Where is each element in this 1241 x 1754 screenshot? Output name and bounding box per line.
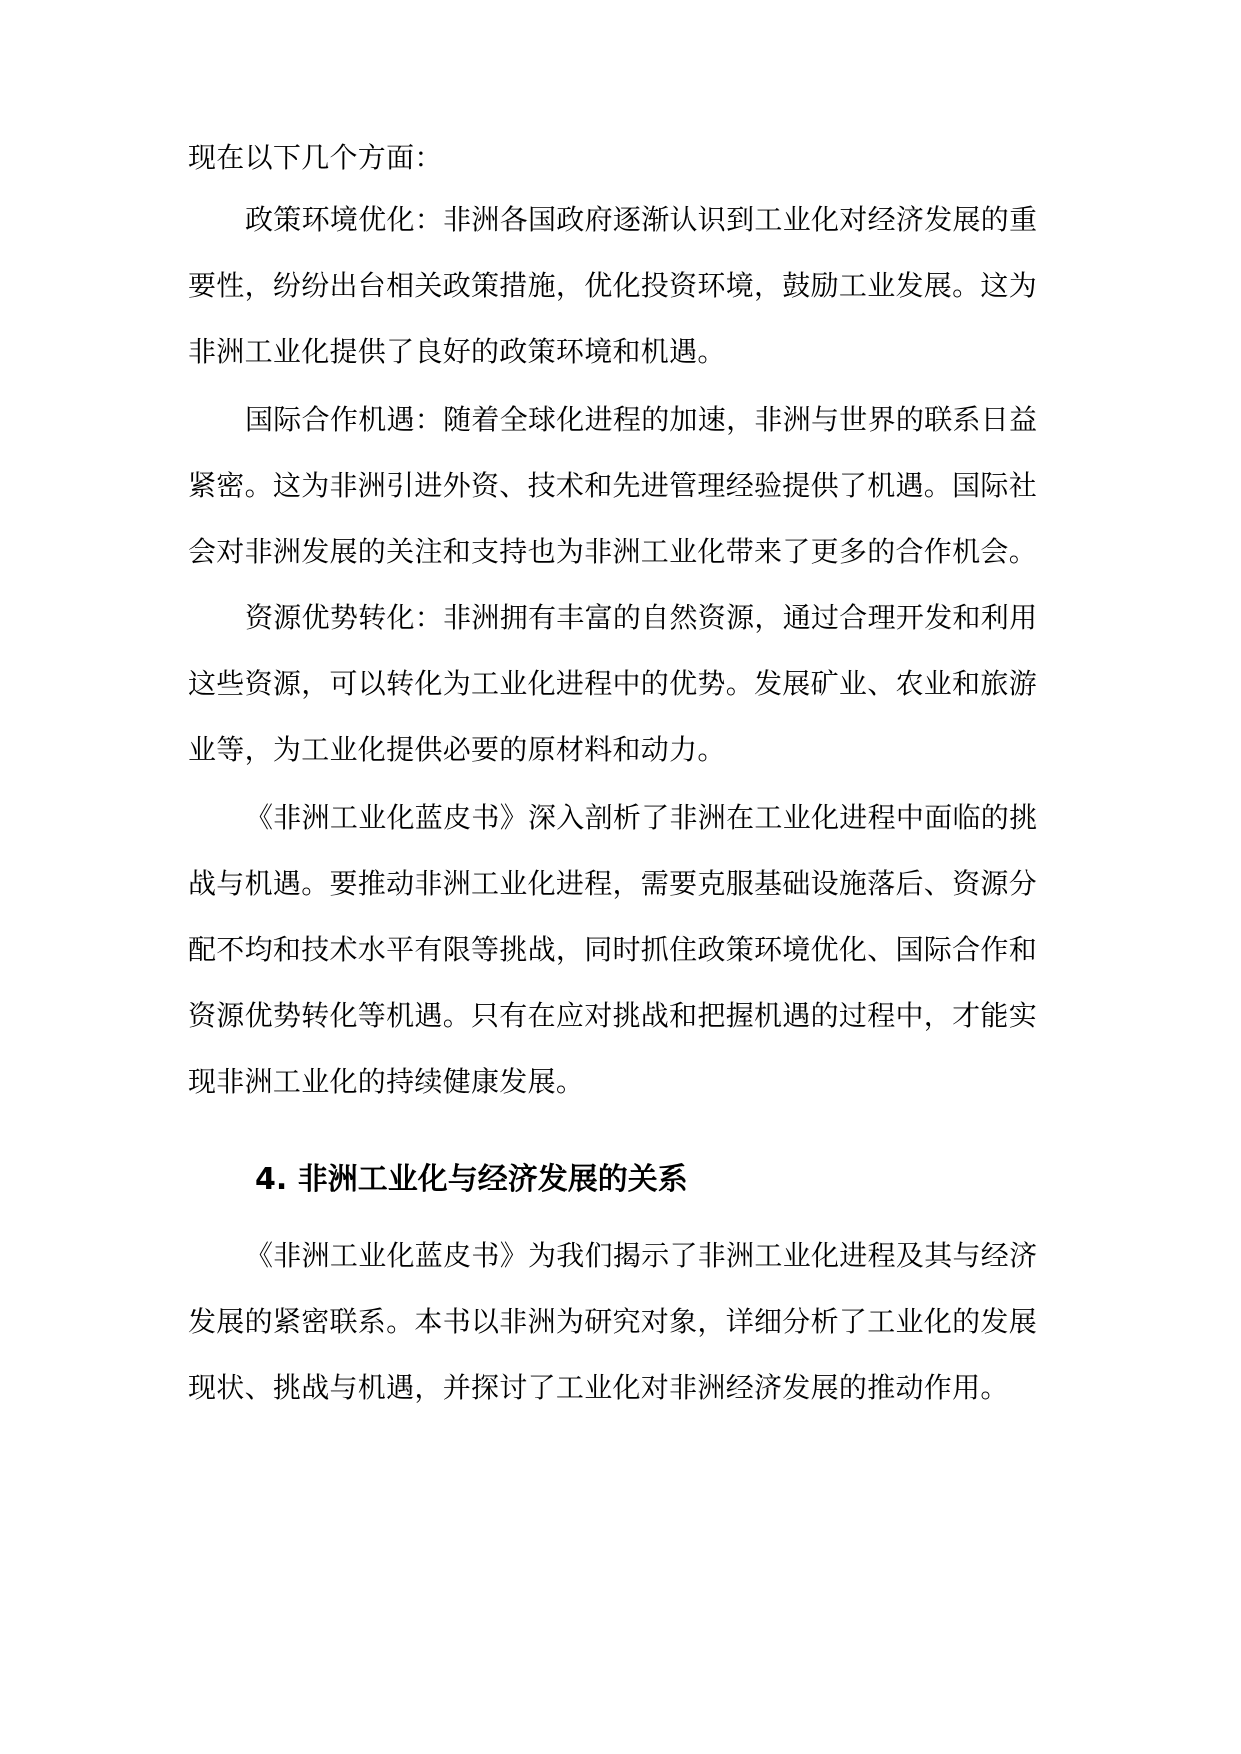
text-line: 紧密。这为非洲引进外资、技术和先进管理经验提供了机遇。国际社 bbox=[188, 469, 1038, 502]
text-line: 国际合作机遇：随着全球化进程的加速，非洲与世界的联系日益 bbox=[245, 403, 1038, 436]
text-line: 会对非洲发展的关注和支持也为非洲工业化带来了更多的合作机会。 bbox=[188, 535, 1038, 568]
text-line: 现在以下几个方面： bbox=[188, 141, 443, 174]
text-line: 配不均和技术水平有限等挑战，同时抓住政策环境优化、国际合作和 bbox=[188, 933, 1038, 966]
text-line: 现非洲工业化的持续健康发展。 bbox=[188, 1065, 585, 1098]
text-line: 《非洲工业化蓝皮书》为我们揭示了非洲工业化进程及其与经济 bbox=[245, 1239, 1038, 1272]
text-line: 业等，为工业化提供必要的原材料和动力。 bbox=[188, 733, 726, 766]
text-line: 要性，纷纷出台相关政策措施，优化投资环境，鼓励工业发展。这为 bbox=[188, 269, 1038, 302]
text-line: 这些资源，可以转化为工业化进程中的优势。发展矿业、农业和旅游 bbox=[188, 667, 1038, 700]
text-line: 资源优势转化等机遇。只有在应对挑战和把握机遇的过程中，才能实 bbox=[188, 999, 1038, 1032]
text-line: 发展的紧密联系。本书以非洲为研究对象，详细分析了工业化的发展 bbox=[188, 1305, 1038, 1338]
text-line: 非洲工业化提供了良好的政策环境和机遇。 bbox=[188, 335, 726, 368]
text-line: 资源优势转化：非洲拥有丰富的自然资源，通过合理开发和利用 bbox=[245, 601, 1038, 634]
section-heading: 4. 非洲工业化与经济发展的关系 bbox=[255, 1162, 688, 1197]
text-line: 政策环境优化：非洲各国政府逐渐认识到工业化对经济发展的重 bbox=[245, 203, 1038, 236]
text-line: 战与机遇。要推动非洲工业化进程，需要克服基础设施落后、资源分 bbox=[188, 867, 1038, 900]
text-line: 现状、挑战与机遇，并探讨了工业化对非洲经济发展的推动作用。 bbox=[188, 1371, 1009, 1404]
text-line: 《非洲工业化蓝皮书》深入剖析了非洲在工业化进程中面临的挑 bbox=[245, 801, 1038, 834]
